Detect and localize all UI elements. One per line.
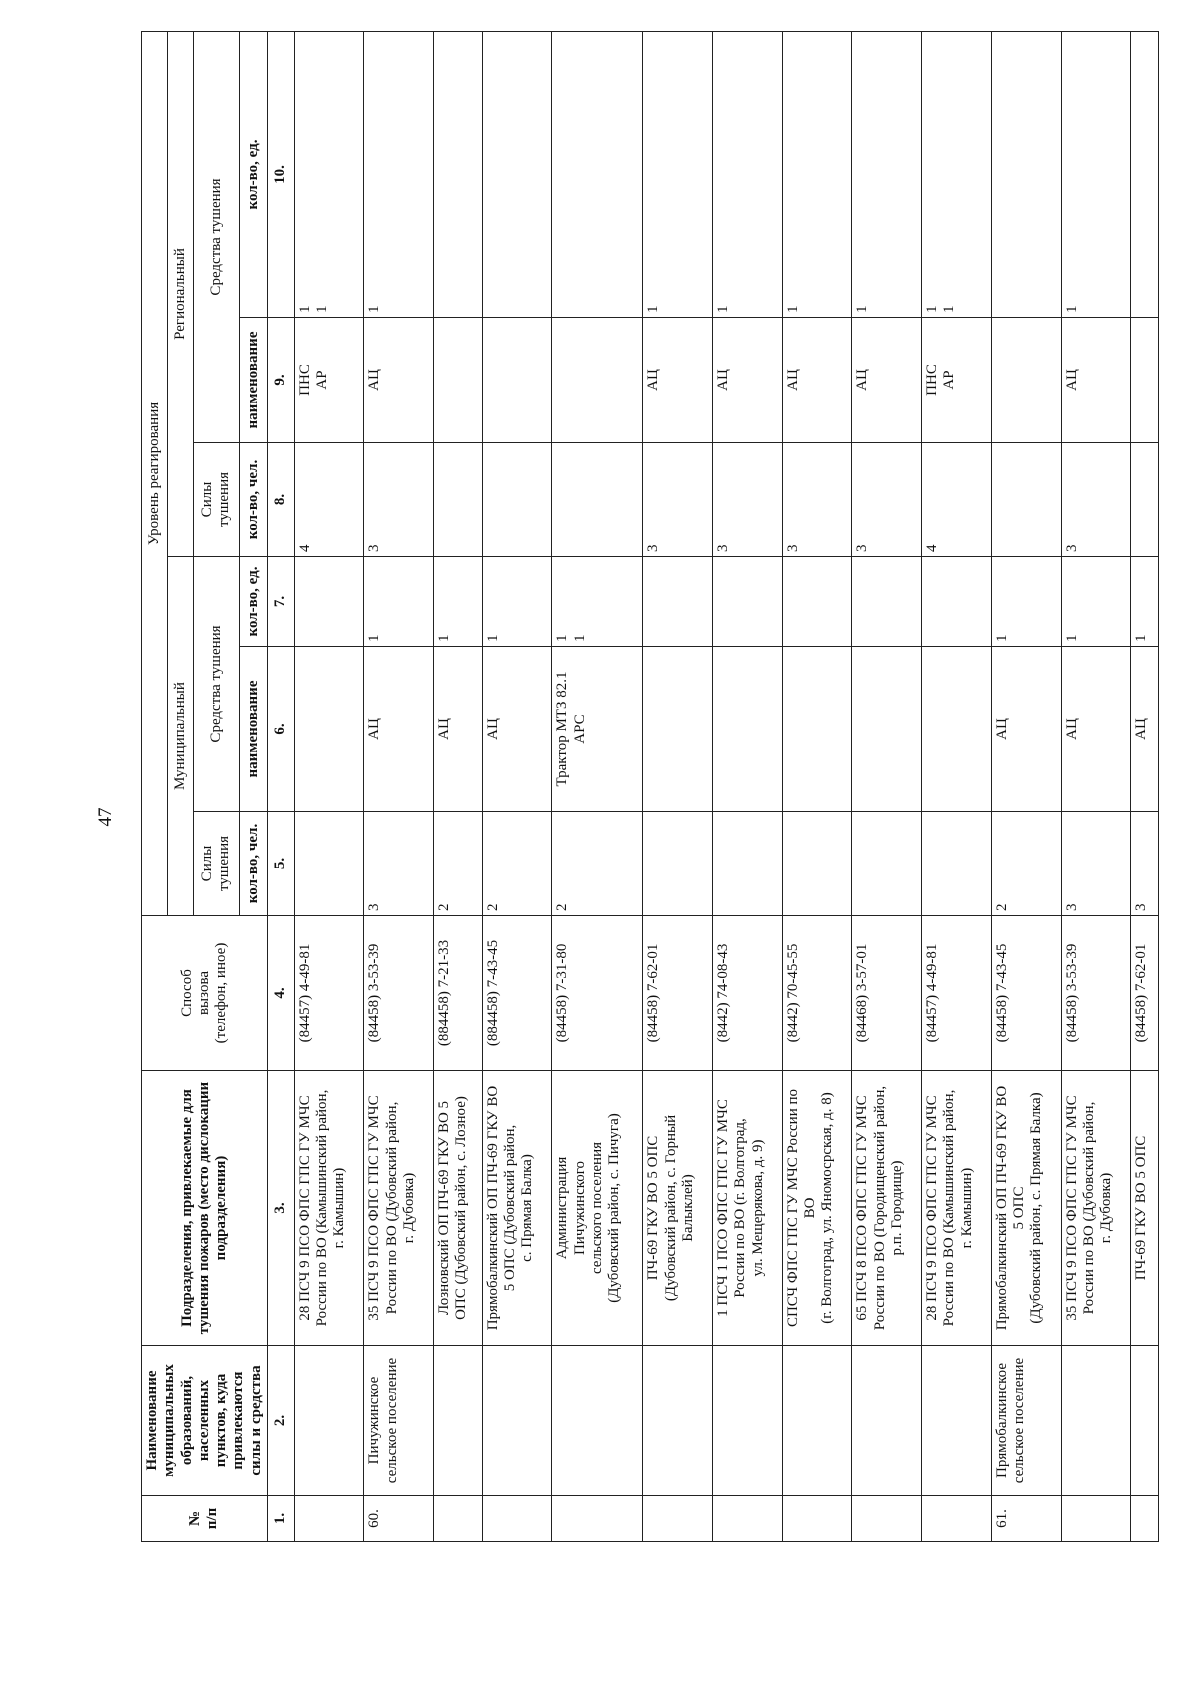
municipal-means-cell	[643, 647, 713, 812]
municipal-qty-cell: 1 1	[552, 557, 643, 647]
unit-cell: ПЧ-69 ГКУ ВО 5 ОПС (Дубовский район, с. Горный Балыклей)	[643, 1071, 713, 1346]
municipal-means-cell	[922, 647, 992, 812]
call-method-cell: (884458) 7-43-45	[482, 916, 552, 1071]
municipal-qty-cell: 1	[434, 557, 483, 647]
header-municipality: Наименование муниципальных образований, населенных пунктов, куда привлекаются силы и средства	[142, 1346, 268, 1496]
regional-forces-cell: 3	[713, 443, 783, 557]
municipal-means-cell	[713, 647, 783, 812]
municipal-qty-cell: 1	[1131, 557, 1158, 647]
regional-forces-cell	[1131, 443, 1158, 557]
municipal-means-cell	[294, 647, 364, 812]
regional-qty-cell: 1	[852, 32, 922, 318]
municipal-forces-cell	[922, 812, 992, 916]
table-row	[434, 32, 483, 1542]
regional-means-cell: АЦ	[713, 318, 783, 443]
column-index: 5.	[267, 812, 294, 916]
regional-forces-cell	[552, 443, 643, 557]
column-index: 1.	[267, 1496, 294, 1542]
unit-cell: 1 ПСЧ 1 ПСО ФПС ГПС ГУ МЧС России по ВО (г. Волгоград, ул. Мещерякова, д. 9)	[713, 1071, 783, 1346]
municipal-means-cell: АЦ	[364, 647, 434, 812]
municipal-qty-cell	[782, 557, 852, 647]
regional-means-cell: АЦ	[782, 318, 852, 443]
column-index: 8.	[267, 443, 294, 557]
call-method-cell: (84457) 4-49-81	[922, 916, 992, 1071]
regional-qty-cell	[991, 32, 1061, 318]
call-method-cell: (84458) 7-31-80	[552, 916, 643, 1071]
regional-forces-cell	[991, 443, 1061, 557]
unit-cell: ПЧ-69 ГКУ ВО 5 ОПС	[1131, 1071, 1158, 1346]
call-method-cell: (84458) 3-53-39	[364, 916, 434, 1071]
municipal-forces-cell	[852, 812, 922, 916]
municipal-means-cell	[782, 647, 852, 812]
regional-means-cell	[1131, 318, 1158, 443]
table-row	[364, 32, 434, 1542]
regional-qty-cell	[482, 32, 552, 318]
regional-qty-cell: 1	[1061, 32, 1131, 318]
regional-qty-cell: 1	[713, 32, 783, 318]
call-method-cell: (84458) 7-43-45	[991, 916, 1061, 1071]
unit-cell: Прямобалкинский ОП ПЧ-69 ГКУ ВО 5 ОПС (Дубовский район, с. Прямая Балка)	[482, 1071, 552, 1346]
column-index: 3.	[267, 1071, 294, 1346]
regional-means-cell: ПНС АР	[294, 318, 364, 443]
rotated-table-container	[141, 32, 1150, 1542]
header-regional-forces: Силы тушения	[193, 443, 239, 557]
municipality-cell	[294, 1346, 364, 1496]
row-number-cell	[922, 1496, 992, 1542]
municipal-qty-cell	[852, 557, 922, 647]
header-municipal-qty-units: кол-во, ед.	[239, 557, 267, 647]
call-method-cell: (84458) 7-62-01	[1131, 916, 1158, 1071]
regional-means-cell	[991, 318, 1061, 443]
table-row	[552, 32, 643, 1542]
call-method-cell: (8442) 70-45-55	[782, 916, 852, 1071]
header-municipal: Муниципальный	[167, 557, 193, 916]
header-municipal-name: наименование	[239, 647, 267, 812]
municipality-cell	[434, 1346, 483, 1496]
call-method-cell: (84457) 4-49-81	[294, 916, 364, 1071]
municipality-cell	[1061, 1346, 1131, 1496]
regional-qty-cell	[434, 32, 483, 318]
table-row	[991, 32, 1061, 1542]
municipality-cell	[1131, 1346, 1158, 1496]
unit-cell: Прямобалкинский ОП ПЧ-69 ГКУ ВО 5 ОПС (Дубовский район, с. Прямая Балка)	[991, 1071, 1061, 1346]
municipality-cell	[643, 1346, 713, 1496]
column-index-row	[267, 32, 294, 1542]
unit-cell: 35 ПСЧ 9 ПСО ФПС ГПС ГУ МЧС России по ВО (Дубовский район, г. Дубовка)	[364, 1071, 434, 1346]
header-response-level: Уровень реагирования	[142, 32, 168, 916]
call-method-cell: (8442) 74-08-43	[713, 916, 783, 1071]
header-regional-means: Средства тушения	[193, 32, 239, 443]
municipal-qty-cell	[294, 557, 364, 647]
row-number-cell	[1131, 1496, 1158, 1542]
municipal-qty-cell: 1	[991, 557, 1061, 647]
header-regional-qty-units: кол-во, ед.	[239, 32, 267, 318]
regional-means-cell: АЦ	[364, 318, 434, 443]
municipal-qty-cell	[643, 557, 713, 647]
municipal-forces-cell	[713, 812, 783, 916]
header-call-method: Способ вызова (телефон, иное)	[142, 916, 268, 1071]
municipal-qty-cell: 1	[482, 557, 552, 647]
municipal-means-cell: АЦ	[1131, 647, 1158, 812]
header-regional: Региональный	[167, 32, 193, 557]
municipal-means-cell	[852, 647, 922, 812]
regional-qty-cell	[552, 32, 643, 318]
regional-means-cell	[434, 318, 483, 443]
row-number-cell	[643, 1496, 713, 1542]
municipal-forces-cell: 3	[1131, 812, 1158, 916]
header-municipal-qty-people: кол-во, чел.	[239, 812, 267, 916]
unit-cell: 35 ПСЧ 9 ПСО ФПС ГПС ГУ МЧС России по ВО (Дубовский район, г. Дубовка)	[1061, 1071, 1131, 1346]
regional-qty-cell	[1131, 32, 1158, 318]
row-number-cell	[434, 1496, 483, 1542]
municipal-forces-cell: 3	[1061, 812, 1131, 916]
regional-forces-cell: 3	[1061, 443, 1131, 557]
municipality-cell: Пичужинское сельское поселение	[364, 1346, 434, 1496]
fire-response-table	[141, 31, 1159, 1542]
header-municipal-means: Средства тушения	[193, 557, 239, 812]
regional-means-cell: ПНС АР	[922, 318, 992, 443]
table-row	[713, 32, 783, 1542]
header-municipal-forces: Силы тушения	[193, 812, 239, 916]
table-row	[643, 32, 713, 1542]
row-number-cell	[482, 1496, 552, 1542]
regional-qty-cell: 1	[782, 32, 852, 318]
municipal-forces-cell	[294, 812, 364, 916]
municipal-forces-cell: 3	[364, 812, 434, 916]
regional-qty-cell: 1	[643, 32, 713, 318]
municipal-forces-cell	[782, 812, 852, 916]
municipal-qty-cell	[922, 557, 992, 647]
municipal-means-cell: АЦ	[1061, 647, 1131, 812]
header-units: Подразделения, привлекаемые для тушения пожаров (место дислокации подразделения)	[142, 1071, 268, 1346]
regional-forces-cell: 3	[364, 443, 434, 557]
row-number-cell	[852, 1496, 922, 1542]
municipal-means-cell: АЦ	[482, 647, 552, 812]
call-method-cell: (84458) 7-62-01	[643, 916, 713, 1071]
regional-forces-cell: 4	[294, 443, 364, 557]
municipality-cell	[922, 1346, 992, 1496]
row-number-cell	[782, 1496, 852, 1542]
municipal-qty-cell: 1	[1061, 557, 1131, 647]
unit-cell: 28 ПСЧ 9 ПСО ФПС ГПС ГУ МЧС России по ВО (Камышинский район, г. Камышин)	[922, 1071, 992, 1346]
regional-forces-cell	[482, 443, 552, 557]
regional-means-cell: АЦ	[643, 318, 713, 443]
municipal-forces-cell: 2	[434, 812, 483, 916]
unit-cell: 28 ПСЧ 9 ПСО ФПС ГПС ГУ МЧС России по ВО (Камышинский район, г. Камышин)	[294, 1071, 364, 1346]
column-index: 6.	[267, 647, 294, 812]
table-row	[1131, 32, 1158, 1542]
regional-forces-cell: 3	[782, 443, 852, 557]
row-number-cell	[713, 1496, 783, 1542]
unit-cell: 65 ПСЧ 8 ПСО ФПС ГПС ГУ МЧС России по ВО (Городищенский район, р.п. Городище)	[852, 1071, 922, 1346]
municipal-means-cell: АЦ	[434, 647, 483, 812]
municipal-forces-cell: 2	[482, 812, 552, 916]
regional-forces-cell: 4	[922, 443, 992, 557]
table-row	[1061, 32, 1131, 1542]
table-row	[482, 32, 552, 1542]
table-row	[852, 32, 922, 1542]
municipality-cell	[713, 1346, 783, 1496]
regional-means-cell	[552, 318, 643, 443]
call-method-cell: (84468) 3-57-01	[852, 916, 922, 1071]
municipal-qty-cell	[713, 557, 783, 647]
regional-qty-cell: 1 1	[294, 32, 364, 318]
regional-forces-cell: 3	[643, 443, 713, 557]
unit-cell: Лозновский ОП ПЧ-69 ГКУ ВО 5 ОПС (Дубовский район, с. Лозное)	[434, 1071, 483, 1346]
municipality-cell	[852, 1346, 922, 1496]
regional-means-cell: АЦ	[852, 318, 922, 443]
column-index: 7.	[267, 557, 294, 647]
column-index: 9.	[267, 318, 294, 443]
regional-forces-cell: 3	[852, 443, 922, 557]
regional-means-cell	[482, 318, 552, 443]
column-index: 4.	[267, 916, 294, 1071]
column-index: 10.	[267, 32, 294, 318]
municipality-cell	[552, 1346, 643, 1496]
regional-means-cell: АЦ	[1061, 318, 1131, 443]
table-row	[294, 32, 364, 1542]
municipality-cell	[482, 1346, 552, 1496]
header-regional-qty-people: кол-во, чел.	[239, 443, 267, 557]
unit-cell: СПСЧ ФПС ГПС ГУ МЧС России по ВО (г. Волгоград, ул. Яномосрская, д. 8)	[782, 1071, 852, 1346]
table-row	[782, 32, 852, 1542]
page-number: 47	[95, 807, 116, 827]
municipality-cell: Прямобалкинское сельское поселение	[991, 1346, 1061, 1496]
row-number-cell	[1061, 1496, 1131, 1542]
row-number-cell: 60.	[364, 1496, 434, 1542]
unit-cell: Администрация Пичужинского сельского поселения (Дубовский район, с. Пичуга)	[552, 1071, 643, 1346]
call-method-cell: (884458) 7-21-33	[434, 916, 483, 1071]
regional-qty-cell: 1	[364, 32, 434, 318]
header-number: № п/п	[142, 1496, 268, 1542]
regional-qty-cell: 1 1	[922, 32, 992, 318]
municipal-forces-cell	[643, 812, 713, 916]
municipal-qty-cell: 1	[364, 557, 434, 647]
municipal-forces-cell: 2	[991, 812, 1061, 916]
row-number-cell	[552, 1496, 643, 1542]
column-index: 2.	[267, 1346, 294, 1496]
call-method-cell: (84458) 3-53-39	[1061, 916, 1131, 1071]
municipal-means-cell: АЦ	[991, 647, 1061, 812]
municipal-means-cell: Трактор МТЗ 82.1 АРС	[552, 647, 643, 812]
row-number-cell: 61.	[991, 1496, 1061, 1542]
header-regional-name: наименование	[239, 318, 267, 443]
regional-forces-cell	[434, 443, 483, 557]
table-row	[922, 32, 992, 1542]
row-number-cell	[294, 1496, 364, 1542]
municipal-forces-cell: 2	[552, 812, 643, 916]
municipality-cell	[782, 1346, 852, 1496]
